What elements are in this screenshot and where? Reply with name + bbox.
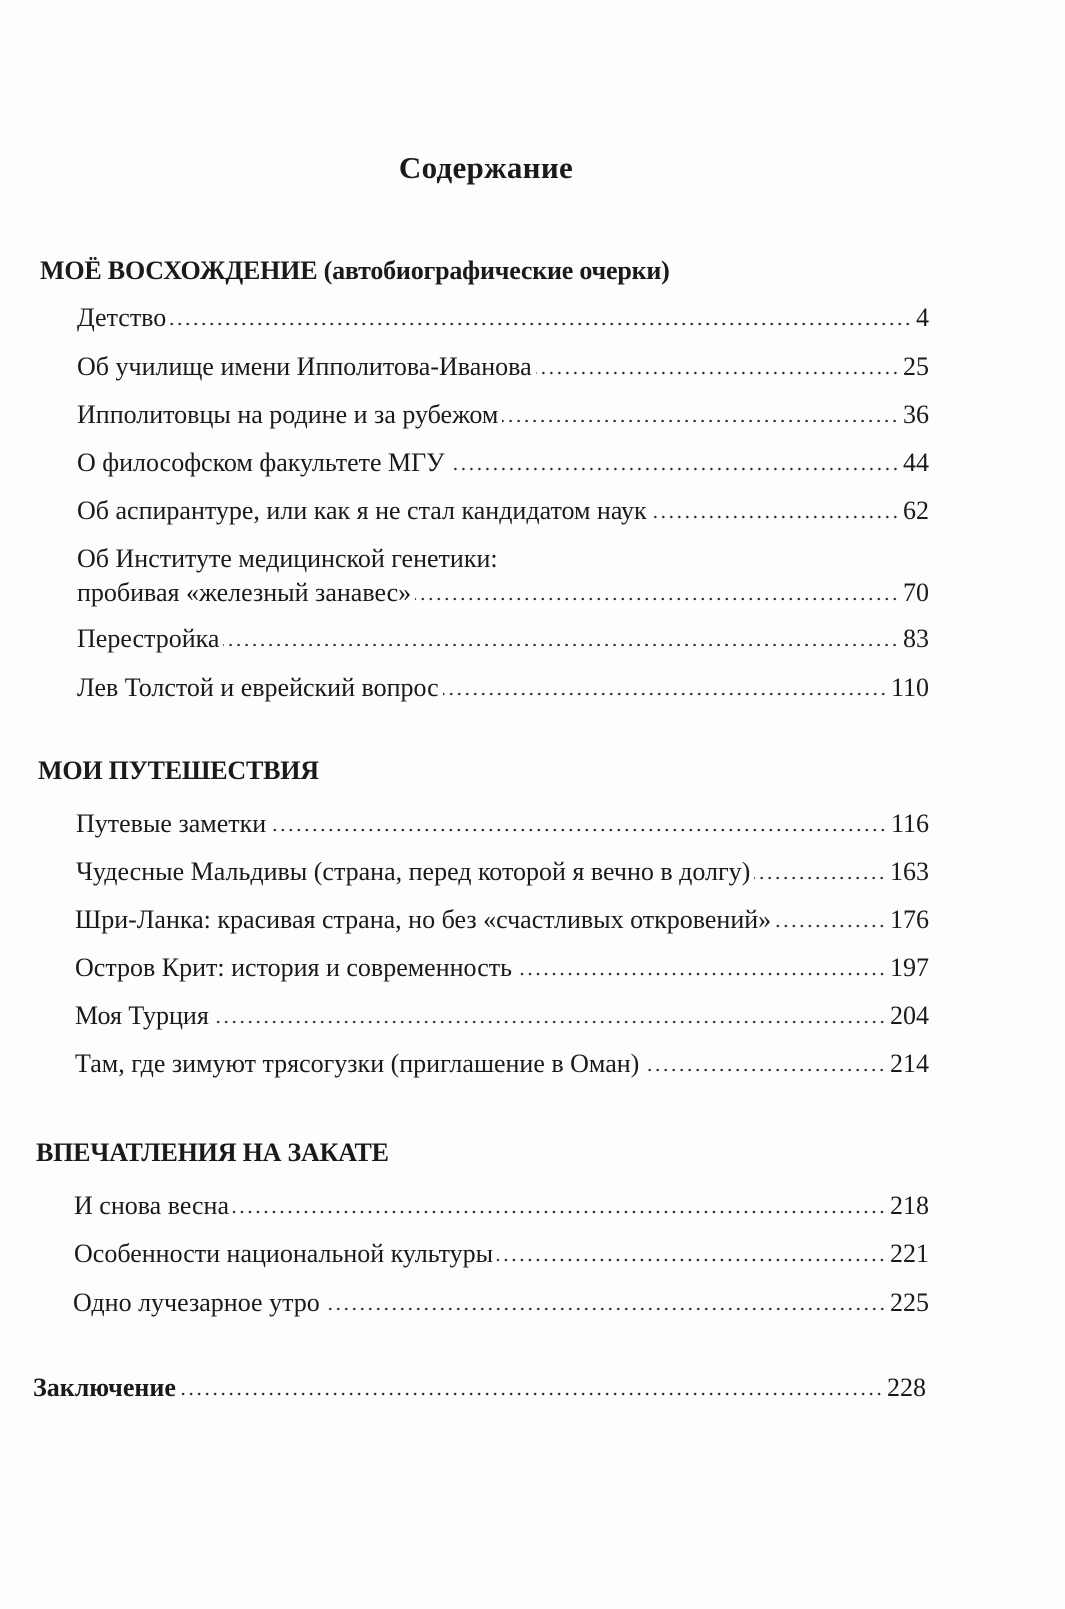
toc-entry-title: Шри-Ланка: красивая страна, но без «счастливых откровений» [75,905,772,934]
toc-entry-title: Там, где зимуют трясогузки (приглашение в Оман) [75,1049,640,1078]
toc-entry-page: 4 [916,303,929,332]
toc-entry-page: 116 [890,809,929,838]
toc-entry-page: 197 [890,953,929,982]
toc-entry [77,542,929,610]
dot-leader [415,597,899,601]
section-heading: МОЁ ВОСХОЖДЕНИЕ (автобиографические очерки) [40,256,670,285]
dot-leader [443,692,887,696]
toc-entry [77,352,929,382]
toc-entry-page: 62 [903,496,929,525]
toc-entry-page: 70 [903,578,929,607]
toc-entry-page: 214 [890,1049,929,1078]
toc-entry-page: 25 [903,352,929,381]
toc-entry [76,809,929,839]
dot-leader [170,322,912,326]
toc-entry-conclusion [33,1373,926,1403]
toc-entry-title: Заключение [33,1373,176,1402]
toc-entry [74,1191,929,1221]
toc-entry-page: 221 [890,1239,929,1268]
toc-entry [77,400,929,430]
dot-leader [223,643,899,647]
dot-leader [754,876,886,880]
dot-leader [775,924,886,928]
toc-entry [77,496,929,526]
toc-entry-page: 225 [890,1288,929,1317]
toc-entry-page: 228 [887,1373,926,1402]
toc-entry-title: Ипполитовцы на родине и за рубежом [77,400,499,429]
toc-entry-page: 44 [903,448,929,477]
toc-entry [74,1239,929,1269]
toc-entry [75,1049,929,1079]
toc-entry [76,857,929,887]
toc-entry [75,905,929,935]
toc-entry-title-continued: пробивая «железный занавес» [77,578,412,607]
dot-leader [651,515,899,519]
section-heading: ВПЕЧАТЛЕНИЯ НА ЗАКАТЕ [36,1138,389,1167]
toc-entry-title: Путевые заметки [76,809,267,838]
toc-entry-title: Лев Толстой и еврейский вопрос [77,673,439,702]
toc-entry-page: 83 [903,624,929,653]
toc-entry-page: 163 [890,857,929,886]
toc-entry-page: 218 [890,1191,929,1220]
page-title: Содержание [398,150,574,185]
toc-entry [77,673,929,703]
toc-entry-title: О философском факультете МГУ [77,448,445,477]
dot-leader [643,1068,886,1072]
dot-leader [449,467,899,471]
dot-leader [324,1307,886,1311]
toc-entry-page: 204 [890,1001,929,1030]
toc-entry [75,953,929,983]
dot-leader [180,1392,883,1396]
toc-entry [73,1288,929,1318]
toc-entry [77,303,929,333]
dot-leader [502,419,899,423]
dot-leader [270,828,887,832]
toc-entry-title: Детство [77,303,167,332]
section-heading: МОИ ПУТЕШЕСТВИЯ [38,756,319,785]
toc-entry-title: Остров Крит: история и современность [75,953,512,982]
toc-entry-title: Особенности национальной культуры [74,1239,494,1268]
toc-entry-page: 36 [903,400,929,429]
toc-entry-title: И снова весна [74,1191,230,1220]
toc-entry-title: Об аспирантуре, или как я не стал кандидатом наук [77,496,647,525]
toc-entry-title: Одно лучезарное утро [73,1288,320,1317]
toc-entry-title: Чудесные Мальдивы (страна, перед которой я вечно в долгу) [76,857,751,886]
toc-entry-page: 176 [890,905,929,934]
toc-entry [77,624,929,654]
dot-leader [233,1210,886,1214]
toc-entry-title: Моя Турция [75,1001,209,1030]
toc-entry-page: 110 [890,673,929,702]
toc-entry [75,1001,929,1031]
dot-leader [536,371,899,375]
dot-leader [497,1258,886,1262]
toc-entry-title: Перестройка [77,624,220,653]
toc-entry-title: Об училище имени Ипполитова-Иванова [77,352,532,381]
dot-leader [213,1020,886,1024]
dot-leader [516,972,886,976]
toc-entry [77,448,929,478]
toc-entry-title: Об Институте медицинской генетики: [77,544,498,573]
